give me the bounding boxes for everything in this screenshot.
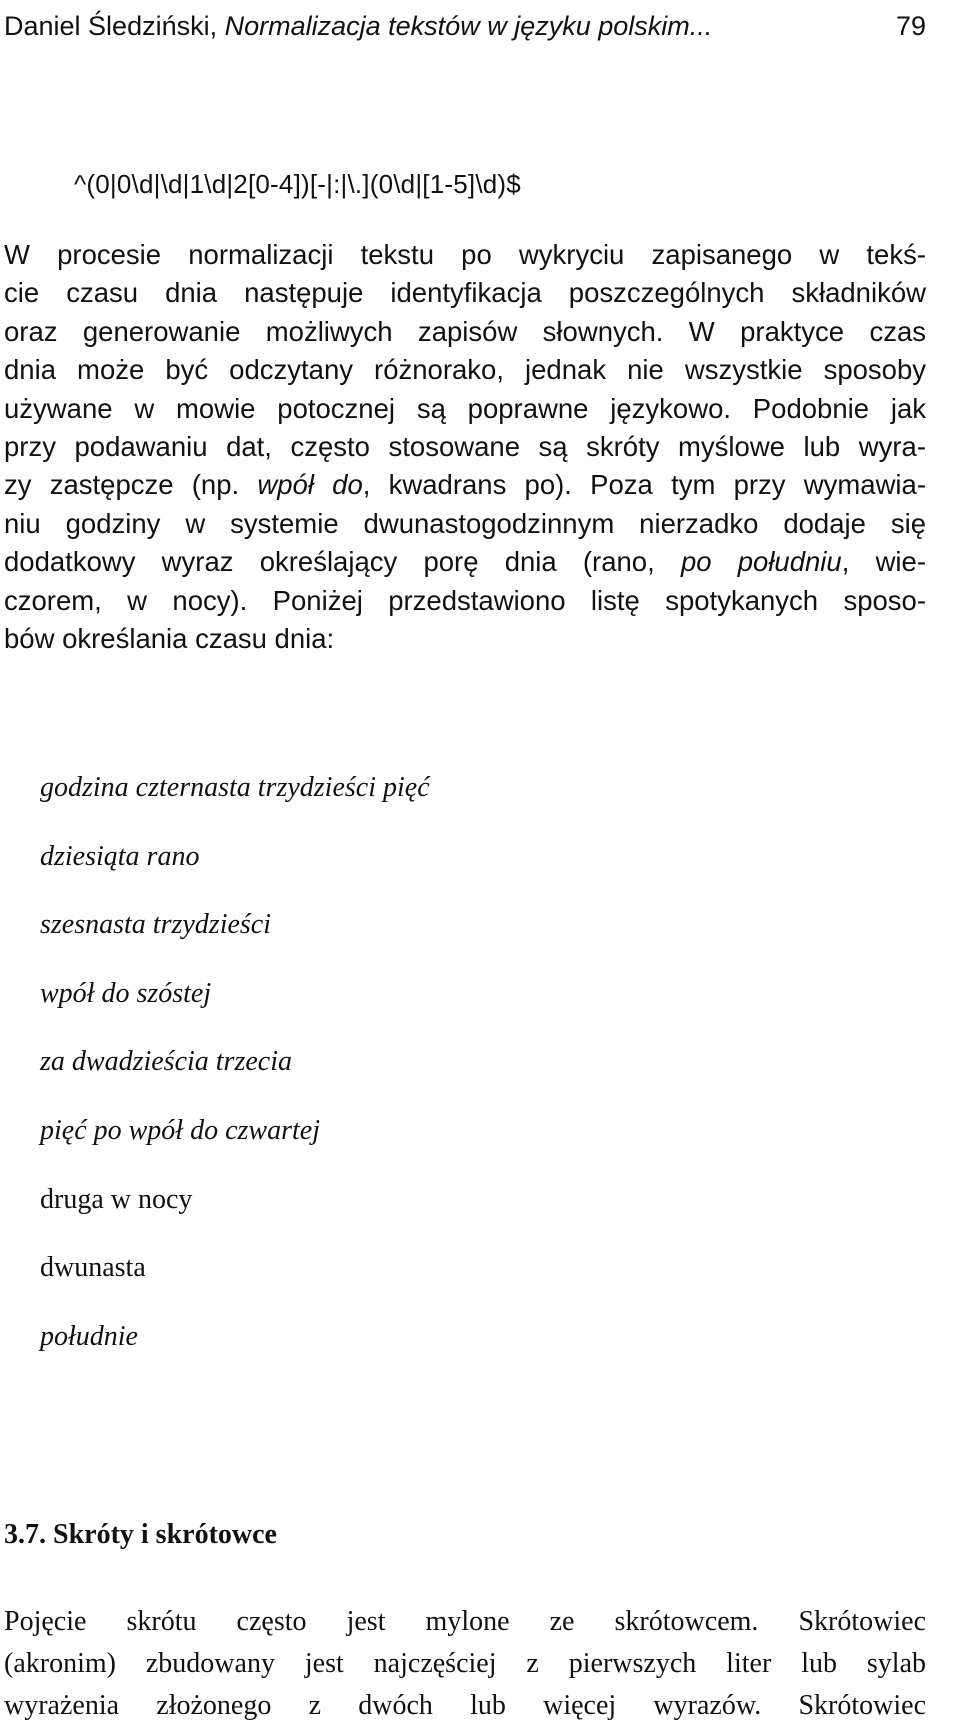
paragraph-line: [4, 505, 926, 543]
text-run: W procesie normalizacji tekstu po wykryciu zapisanego w tekś-: [4, 239, 926, 270]
text-run: używane w mowie potocznej są poprawne językowo. Podobnie jak: [4, 392, 926, 424]
paragraph-line: [4, 466, 926, 504]
text-run: bów określania czasu dnia:: [4, 622, 335, 654]
body-paragraph-time-normalization: [4, 236, 926, 658]
paragraph-line: [4, 274, 926, 312]
text-run: , kwadrans po). Poza tym przy wymawia-: [362, 469, 926, 501]
text-run: dodatkowy wyraz określający porę dnia (rano,: [4, 546, 681, 578]
paragraph-line: Pojęcie skrótu często jest mylone ze skrótowcem. Skrótowiec: [4, 1606, 926, 1637]
text-run: zy zastępcze (np.: [4, 469, 258, 501]
example-item: południe: [40, 1320, 138, 1352]
italic-phrase: po południu: [680, 546, 842, 578]
text-run: oraz generowanie możliwych zapisów słownych. W praktyce czas: [4, 315, 926, 347]
text-run: dnia może być odczytany różnorako, jednak nie wszystkie sposoby: [4, 354, 926, 386]
example-item: pięć po wpół do czwartej: [40, 1115, 320, 1146]
paragraph-line: [4, 620, 926, 658]
section-number: 3.7.: [4, 1519, 46, 1550]
paragraph-line: [4, 543, 926, 581]
page-number: 79: [895, 11, 926, 41]
text-run: przy podawaniu dat, często stosowane są skróty myślowe lub wyra-: [4, 430, 926, 462]
example-item: godzina czternasta trzydzieści pięć: [40, 772, 430, 803]
italic-phrase: wpół do: [257, 469, 363, 501]
example-item: wpół do szóstej: [40, 977, 212, 1009]
paragraph-line: wyrażenia złożonego z dwóch lub więcej wyrazów. Skrótowiec: [4, 1690, 926, 1721]
text-run: , wie-: [841, 546, 926, 578]
paragraph-line: [4, 351, 926, 389]
paragraph-line: [4, 582, 926, 620]
section-title: Skróty i skrótowce: [53, 1519, 277, 1550]
header-author: Daniel Śledziński,: [4, 11, 218, 41]
text-run: czorem, w nocy). Poniżej przedstawiono listę spotykanych sposo-: [4, 584, 926, 616]
example-item: za dwadzieścia trzecia: [40, 1046, 292, 1078]
paragraph-line: [4, 236, 926, 274]
example-item: dwunasta: [40, 1252, 146, 1284]
regex-pattern: ^(0|0\d|\d|1\d|2[0-4])[-|:|\.](0\d|[1-5]\d)$: [74, 169, 521, 199]
body-paragraph-abbreviations: [4, 1601, 926, 1727]
paragraph-line: [4, 428, 926, 466]
text-run: cie czasu dnia następuje identyfikacja poszczególnych składników: [4, 277, 926, 309]
example-item: dziesiąta rano: [40, 840, 200, 872]
example-item: szesnasta trzydzieści: [40, 909, 271, 941]
text-run: niu godziny w systemie dwunastogodzinnym nierzadko dodaje się: [4, 507, 926, 539]
paragraph-line: [4, 313, 926, 351]
paragraph-line: (akronim) zbudowany jest najczęściej z pierwszych liter lub sylab: [4, 1648, 926, 1679]
header-title: Normalizacja tekstów w języku polskim...: [224, 11, 713, 41]
running-header: [4, 4, 926, 48]
paragraph-line: [4, 390, 926, 428]
section-heading: [4, 1515, 277, 1555]
example-item: druga w nocy: [40, 1183, 193, 1215]
